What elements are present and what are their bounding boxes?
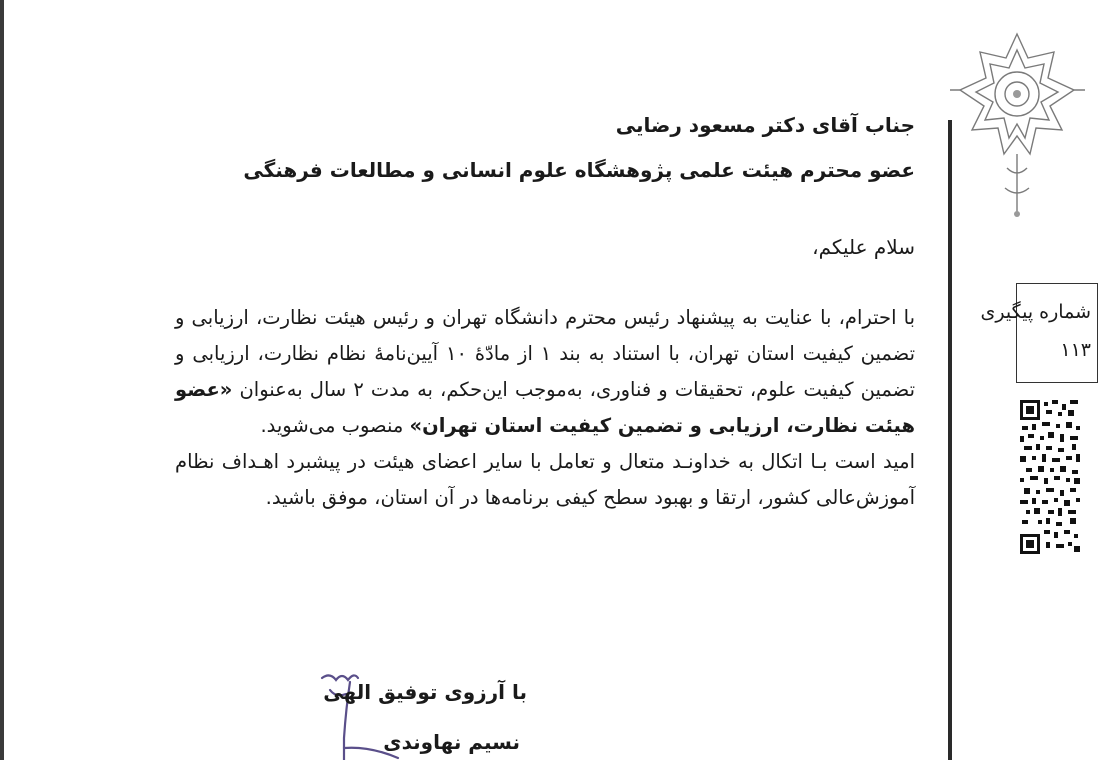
recipient-position: عضو محترم هیئت علمی پژوهشگاه علوم انسانی و مطالعات فرهنگی bbox=[243, 158, 915, 182]
signer-name: نسیم نهاوندی bbox=[383, 730, 520, 754]
body-p1-part1: با احترام، با عنایت به پیشنهاد رئیس محترم دانشگاه تهران و رئیس هیئت نظارت، ارزیابی و تضمین کیفیت استان تهران، با استناد به بند ۱ از مادّهٔ ۱۰ آیین‌نامهٔ نظام نظارت، ارزیابی و تضمین کیفیت علوم، تحقیقات و فناوری، به‌موجب این‌حکم، به مدت ۲ سال به‌عنوان bbox=[175, 306, 916, 401]
page-edge-left bbox=[0, 0, 4, 760]
qr-code-icon bbox=[1018, 398, 1082, 556]
islamic-ornament-icon bbox=[950, 28, 1085, 218]
recipient-name: جناب آقای دکتر مسعود رضایی bbox=[615, 113, 915, 137]
appointment-title: «عضو هیئت نظارت، ارزیابی و تضمین کیفیت استان تهران» bbox=[175, 378, 915, 437]
greeting: سلام علیکم، bbox=[812, 235, 915, 259]
reference-box bbox=[980, 283, 1098, 383]
reference-number: ۱۱۳ bbox=[1060, 339, 1091, 361]
letter-body bbox=[175, 300, 915, 516]
body-p1-part2: منصوب می‌شوید. bbox=[260, 414, 410, 437]
reference-label: شماره پیگیری bbox=[980, 301, 1091, 323]
body-paragraph-2: امید است بـا اتکال به خداونـد متعال و تعامل با سایر اعضای هیئت در پیشبرد اهـداف نظام آموزش‌عالی کشور، ارتقا و بهبود سطح کیفی برنامه‌ها در آن استان، موفق باشید. bbox=[175, 450, 915, 509]
body-paragraph-1 bbox=[175, 300, 915, 444]
closing-wish: با آرزوی توفیق الهی bbox=[323, 680, 527, 704]
